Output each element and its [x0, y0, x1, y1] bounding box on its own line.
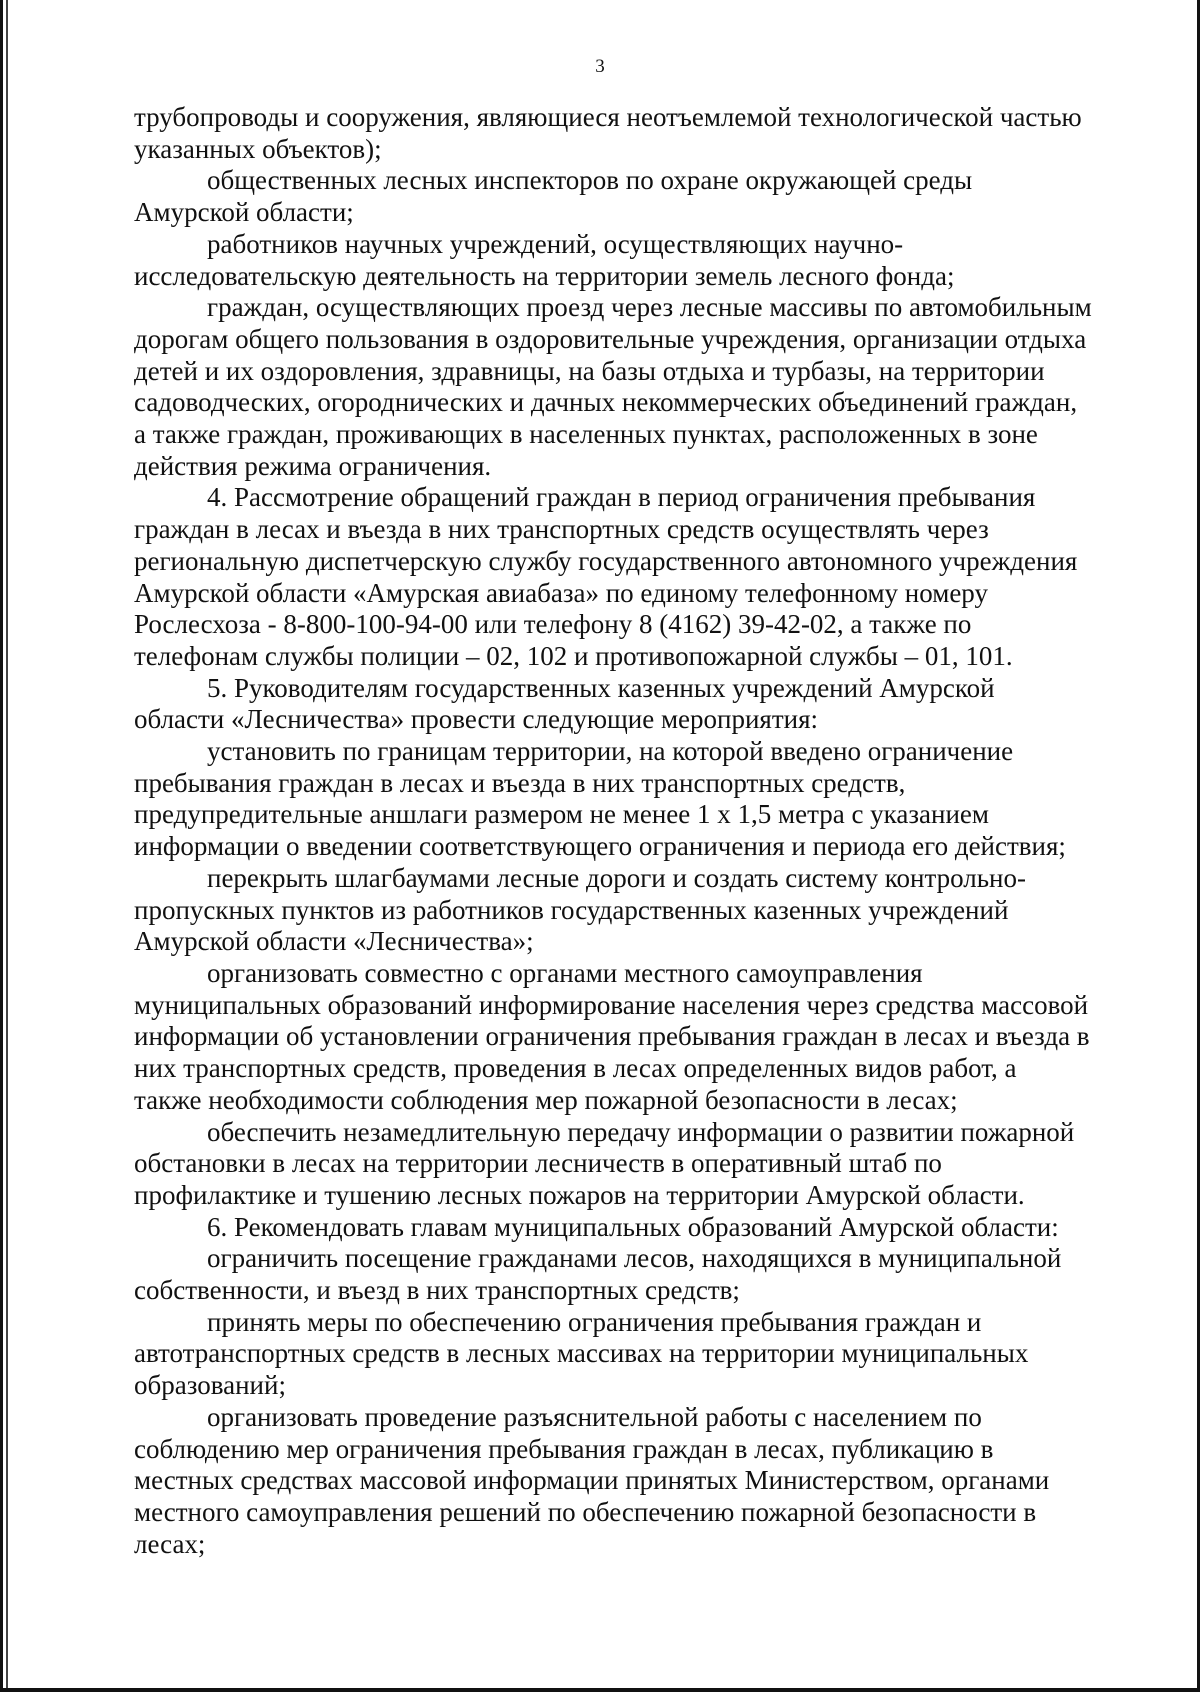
paragraph-continuation: трубопроводы и сооружения, являющиеся неотъемлемой технологической частью указанных объектов); — [134, 102, 1082, 164]
scan-left-edge — [0, 0, 3, 1692]
paragraph-scientific-workers: работников научных учреждений, осуществляющих научно- исследовательскую деятельность на территории земель лесного фонда; — [134, 228, 955, 291]
paragraph-block-roads: перекрыть шлагбаумами лесные дороги и создать систему контрольно- пропускных пунктов из работников государственных казенных учреждений Амурской области «Лесничества»; — [134, 862, 1026, 957]
paragraph-item-6: 6. Рекомендовать главам муниципальных образований Амурской области: — [207, 1211, 1059, 1242]
paragraph-item-4: 4. Рассмотрение обращений граждан в период ограничения пребывания граждан в лесах и въезда в них транспортных средств осуществлять через региональную диспетчерскую службу государственного автономного учреждения Амурской области «Амурская авиабаза» по единому телефонному номеру Рослесхоза - 8-800-100-94-00 или телефону 8 (4162) 39-42-02, а также по телефонам службы полиции – 02, 102 и противопожарной службы – 01, 101. — [134, 482, 1078, 671]
paragraph-limit-visits: ограничить посещение гражданами лесов, находящихся в муниципальной собственности, и въезд в них транспортных средств; — [134, 1243, 1062, 1306]
page-number: 3 — [595, 56, 605, 77]
paragraph-citizens-passage: граждан, осуществляющих проезд через лесные массивы по автомобильным дорогам общего пользования в оздоровительные учреждения, организации отдыха детей и их оздоровления, здравницы, на базы отдыха и турбазы, на территории садоводческих, огороднических и дачных некоммерческих объединений граждан, а также граждан, проживающих в населенных пунктах, расположенных в зоне действия режима ограничения. — [134, 292, 1092, 481]
paragraph-organize-informing: организовать совместно с органами местного самоуправления муниципальных образований информирование населения через средства массовой информации об установлении ограничения пребывания граждан в лесах и въезда в них транспортных средств, проведения в лесах определенных видов работ, а также необходимости соблюдения мер пожарной безопасности в лесах; — [134, 957, 1090, 1115]
paragraph-take-measures: принять меры по обеспечению ограничения пребывания граждан и автотранспортных средств в лесных массивах на территории муниципальных образований; — [134, 1306, 1029, 1401]
scan-left-inner-edge — [6, 0, 8, 1692]
scan-bottom-edge — [0, 1688, 1200, 1692]
document-body — [134, 102, 1160, 1560]
paragraph-install-signs: установить по границам территории, на которой введено ограничение пребывания граждан в лесах и въезда в них транспортных средств, предупредительные аншлаги размером не менее 1 х 1,5 метра с указанием информации о введении соответствующего ограничения и периода его действия; — [134, 736, 1066, 862]
paragraph-item-5: 5. Руководителям государственных казенных учреждений Амурской области «Лесничества» провести следующие мероприятия: — [134, 672, 995, 735]
paragraph-public-inspectors: общественных лесных инспекторов по охране окружающей среды Амурской области; — [134, 165, 973, 228]
paragraph-fire-information: обеспечить незамедлительную передачу информации о развитии пожарной обстановки в лесах на территории лесничеств в оперативный штаб по профилактике и тушению лесных пожаров на территории Амурской области. — [134, 1116, 1075, 1210]
paragraph-explanatory-work: организовать проведение разъяснительной работы с населением по соблюдению мер ограничения пребывания граждан в лесах, публикацию в местных средствах массовой информации принятых Министерством, органами местного самоуправления решений по обеспечению пожарной безопасности в лесах; — [134, 1401, 1050, 1559]
